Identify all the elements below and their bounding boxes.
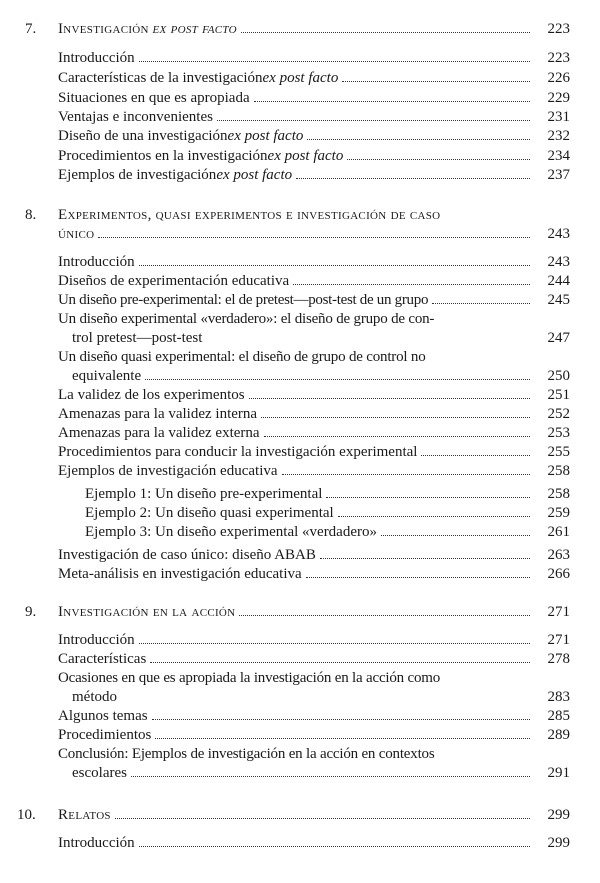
entry-text: Ejemplo 1: Un diseño pre-experimental [85, 486, 323, 502]
entry-text: Meta-análisis en investigación educativa [58, 566, 302, 582]
toc-entry-continuation [72, 367, 570, 385]
toc-subentry [85, 485, 570, 503]
chapter-7-heading [25, 20, 570, 38]
page-number: 299 [547, 835, 570, 851]
entry-text: Un diseño experimental «verdadero»: el diseño de grupo de con- [58, 311, 435, 327]
page-number: 223 [547, 21, 570, 37]
dot-leader [282, 462, 530, 475]
toc-entry [58, 726, 570, 744]
entry-text: Diseños de experimentación educativa [58, 273, 290, 289]
entry-text: Investigación de caso único: diseño ABAB [58, 547, 316, 563]
chapter-number: 8. [25, 207, 37, 223]
toc-entry [58, 69, 570, 87]
toc-entry [58, 253, 570, 271]
chapter-number: 7. [25, 21, 37, 37]
dot-leader [249, 386, 530, 399]
toc-subentry [85, 504, 570, 522]
dot-leader [306, 565, 530, 578]
entry-text: Ventajas e inconvenientes [58, 109, 213, 125]
dot-leader [421, 443, 530, 456]
toc-entry [58, 166, 570, 184]
dot-leader [261, 405, 530, 418]
page-number: 255 [547, 444, 570, 460]
entry-text: Procedimientos para conducir la investigación experimental [58, 444, 418, 460]
dot-leader [152, 707, 530, 720]
dot-leader [139, 253, 530, 266]
toc-entry [58, 49, 570, 67]
entry-text: Procedimientos en la investigación [58, 148, 268, 164]
dot-leader [150, 650, 530, 663]
toc-entry [58, 565, 570, 583]
toc-entry [58, 89, 570, 107]
chapter-8-title: Experimentos, quasi experimentos e investigación de caso [58, 207, 441, 223]
page-number: 234 [547, 148, 570, 164]
page-number: 250 [547, 368, 570, 384]
entry-text: Introducción [58, 835, 135, 851]
page-number: 285 [547, 708, 570, 724]
page-number: 278 [547, 651, 570, 667]
page-number: 261 [547, 524, 570, 540]
dot-leader [326, 485, 530, 498]
dot-leader [338, 504, 530, 517]
entry-text: Situaciones en que es apropiada [58, 90, 250, 106]
page-number: 247 [547, 330, 570, 346]
entry-text: Características [58, 651, 147, 667]
page-number: 231 [547, 109, 570, 125]
page-number: 258 [547, 463, 570, 479]
dot-leader [432, 291, 530, 304]
page-number: 263 [547, 547, 570, 563]
entry-text: Introducción [58, 50, 135, 66]
dot-leader [155, 726, 530, 739]
toc-entry [58, 443, 570, 461]
entry-text: Ejemplos de investigación educativa [58, 463, 278, 479]
toc-entry-continuation [72, 764, 570, 782]
page-number: 229 [547, 90, 570, 106]
chapter-title: Investigación [58, 21, 149, 37]
page-number: 271 [547, 604, 570, 620]
toc-entry [58, 707, 570, 725]
chapter-title: Investigación en la acción [58, 604, 236, 620]
dot-leader [296, 166, 530, 179]
entry-text: Un diseño quasi experimental: el diseño de grupo de control no [58, 349, 426, 365]
chapter-number: 9. [25, 604, 37, 620]
entry-text: Algunos temas [58, 708, 148, 724]
toc-entry [58, 834, 570, 852]
entry-italic: ex post facto [216, 167, 293, 183]
dot-leader [98, 225, 530, 238]
dot-leader [347, 147, 530, 160]
page-number: 271 [547, 632, 570, 648]
dot-leader [139, 49, 530, 62]
dot-leader [217, 108, 530, 121]
toc-entry [58, 386, 570, 404]
dot-leader [320, 546, 530, 559]
entry-text: Características de la investigación [58, 70, 263, 86]
dot-leader [241, 20, 530, 33]
page-number: 291 [547, 765, 570, 781]
toc-entry [58, 631, 570, 649]
entry-italic: ex post facto [267, 148, 344, 164]
entry-text: escolares [72, 765, 127, 781]
entry-text: Introducción [58, 254, 135, 270]
entry-italic: ex post facto [227, 128, 304, 144]
dot-leader [139, 834, 530, 847]
toc-entry [58, 147, 570, 165]
page-number: 266 [547, 566, 570, 582]
dot-leader [293, 272, 530, 285]
chapter-9-heading [25, 603, 570, 621]
toc-entry [58, 291, 570, 309]
toc-entry [58, 462, 570, 480]
toc-entry [58, 546, 570, 564]
toc-subentry [85, 523, 570, 541]
entry-text: Un diseño pre-experimental: el de pretest—post-test de un grupo [58, 292, 429, 308]
dot-leader [145, 367, 530, 380]
dot-leader [115, 806, 530, 819]
entry-italic: ex post facto [262, 70, 339, 86]
entry-text: Conclusión: Ejemplos de investigación en la acción en contextos [58, 746, 435, 762]
chapter-title-italic: ex post facto [152, 21, 237, 37]
page-number: 243 [547, 226, 570, 242]
dot-leader [381, 523, 530, 536]
entry-text: trol pretest—post-test [72, 330, 203, 346]
page-number: 283 [547, 689, 570, 705]
page-number: 299 [547, 807, 570, 823]
chapter-number: 10. [17, 807, 36, 823]
entry-text: La validez de los experimentos [58, 387, 245, 403]
page-number: 251 [547, 387, 570, 403]
dot-leader [131, 764, 530, 777]
entry-text: Ejemplos de investigación [58, 167, 217, 183]
page-number: 289 [547, 727, 570, 743]
toc-entry-continuation [72, 329, 570, 347]
dot-leader [307, 127, 530, 140]
page-number: 232 [547, 128, 570, 144]
page-number: 244 [547, 273, 570, 289]
entry-text: Procedimientos [58, 727, 152, 743]
chapter-8-heading [58, 225, 570, 243]
page-number: 259 [547, 505, 570, 521]
entry-text: Amenazas para la validez interna [58, 406, 258, 422]
dot-leader [139, 631, 530, 644]
entry-text: Introducción [58, 632, 135, 648]
dot-leader [264, 424, 530, 437]
dot-leader [121, 689, 530, 701]
entry-text: Ejemplo 3: Un diseño experimental «verdadero» [85, 524, 377, 540]
toc-entry [58, 405, 570, 423]
page-number: 252 [547, 406, 570, 422]
entry-text: Ejemplo 2: Un diseño quasi experimental [85, 505, 334, 521]
page-number: 237 [547, 167, 570, 183]
dot-leader [206, 330, 530, 342]
chapter-10-heading [17, 806, 570, 824]
page-number: 245 [547, 292, 570, 308]
page-number: 243 [547, 254, 570, 270]
entry-text: Diseño de una investigación [58, 128, 228, 144]
entry-text: equivalente [72, 368, 142, 384]
toc-entry-continuation [72, 688, 570, 706]
entry-text: método [72, 689, 117, 705]
dot-leader [239, 603, 530, 616]
page-number: 223 [547, 50, 570, 66]
chapter-title: Relatos [58, 807, 111, 823]
toc-entry [58, 424, 570, 442]
chapter-title: único [58, 226, 95, 242]
toc-entry [58, 127, 570, 145]
page-number: 253 [547, 425, 570, 441]
entry-text: Ocasiones en que es apropiada la investigación en la acción como [58, 670, 441, 686]
toc-entry [58, 272, 570, 290]
toc-entry [58, 108, 570, 126]
dot-leader [342, 69, 530, 82]
toc-entry [58, 650, 570, 668]
page-number: 226 [547, 70, 570, 86]
entry-text: Amenazas para la validez externa [58, 425, 260, 441]
dot-leader [254, 89, 530, 102]
page-number: 258 [547, 486, 570, 502]
